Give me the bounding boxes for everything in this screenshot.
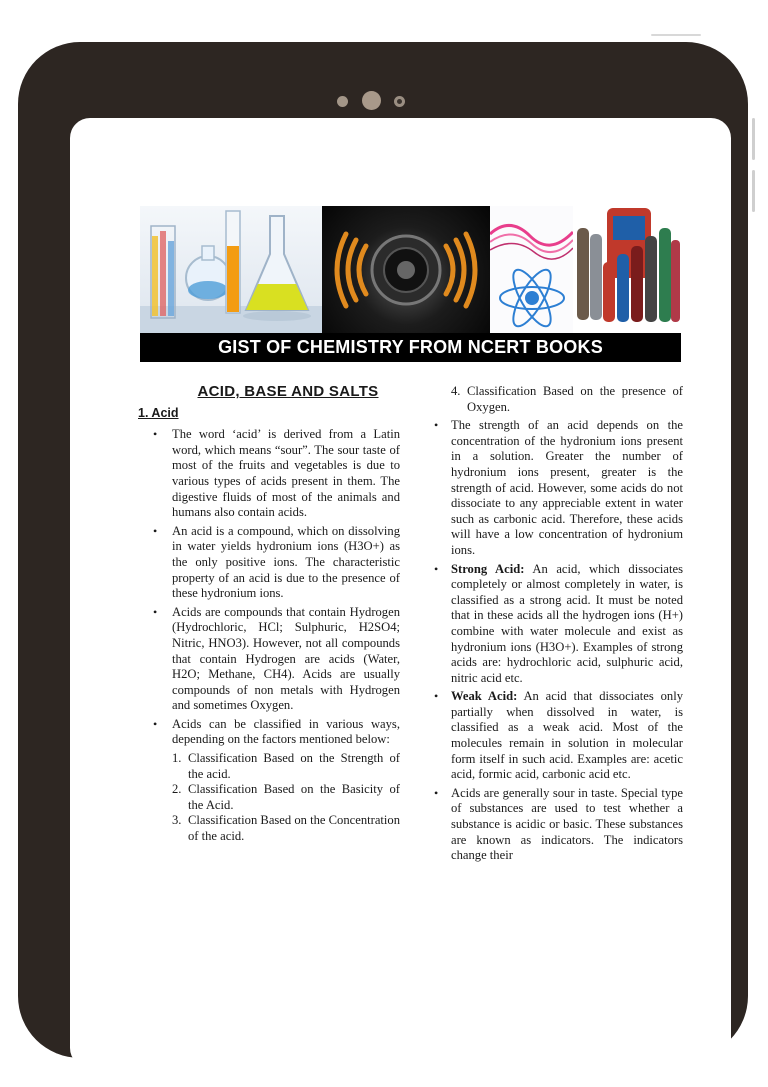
screen[interactable] [70,118,731,1068]
list-number: 2. [172,782,182,797]
banner-photos [140,206,681,333]
paragraph-text: The word ‘acid’ is derived from a Latin word, which means “sour”. The sour taste of most of the fruits and vegetables is due to various types of acids present in them. The digestive fluids of most of the animals and humans also contain acids. [172,427,400,520]
list-number: 1. [172,751,182,766]
section-heading: 1. Acid [138,405,179,420]
list-text: Classification Based on the Strength of the acid. [188,751,400,781]
list-item [433,786,683,864]
bullet-icon: • [434,785,439,800]
camera-lens [362,91,381,110]
top-edge-line [651,34,701,36]
classification-list-continued [433,384,683,415]
list-item [172,751,400,782]
list-number: 3. [172,813,182,828]
list-item [138,605,400,714]
left-column [138,384,400,845]
paragraph-text: An acid is a compound, which on dissolving in water yields hydronium ions (H3O+) as the only positive ions. The characteristic property of an acid is due to the presence of these hydronium ions. [172,523,400,601]
gas-cylinders-photo [573,206,681,333]
bullet-icon: • [153,604,158,619]
term-label: Weak Acid: [451,689,518,704]
list-text: Classification Based on the presence of Oxygen. [467,384,683,414]
bullet-icon: • [434,418,439,433]
speaker-photo [322,206,490,333]
list-text: Classification Based on the Concentration of the acid. [188,813,400,844]
paragraph-text: An acid, which dissociates completely or almost completely in water, is classified as a strong acid. It must be noted that in these acids all the hydrogen ions (H+) combine with water molecule and exist as hydronium ions (H3O+). Examples of strong acids are: hydrochloric acid, sulphuric acid, nitric acid etc. [451,561,683,685]
list-item [451,384,683,415]
list-text: Classification Based on the Basicity of the Acid. [188,782,400,812]
paragraph-text: The strength of an acid depends on the concentration of the hydronium ions present in a solution. Greater the number of hydronium ions present, greater is the strength of acid. However, some acids do not dissociate to any appreciable extent in water such as carbonic acid. Therefore, these acids will have a low concentration of hydronium ions. [451,418,683,557]
classification-list [138,751,400,845]
tablet-frame [18,42,748,1058]
chapter-heading: ACID, BASE AND SALTS [197,383,379,400]
paragraph-text: Acids can be classified in various ways, depending on the factors mentioned below: [172,716,400,747]
paragraph-text: Acids are generally sour in taste. Special type of substances are used to test whether a substance is acidic or basic. These substances are known as indicators. The indicators change their [451,785,683,863]
acid-strength-list [433,418,683,864]
list-item [172,782,400,813]
atom-photo [490,206,573,333]
bullet-icon: • [153,716,158,731]
list-item [433,562,683,687]
list-number: 4. [451,384,461,398]
paragraph-text: An acid that dissociates only partially when dissolved in water, is classified as a weak acid. Most of the molecules remain in solution in molecular form itself in such acid. Examples are: acetic acid, formic acid, carbonic acid etc. [451,689,683,782]
volume-down-button[interactable] [752,170,755,212]
bullet-icon: • [153,523,158,538]
lab-glassware-photo [140,206,322,333]
sensor-dot [337,96,348,107]
chemistry-banner [140,206,681,362]
term-label: Strong Acid: [451,561,525,576]
acid-bullet-list [138,427,400,748]
list-item [433,689,683,783]
paragraph-text: Acids are compounds that contain Hydrogen (Hydrochloric, HCl; Sulphuric, H2SO4; Nitric, HNO3). However, not all compounds that contain Hydrogen are acids (Water, H2O; Methane, CH4). Acids are usually compounds of non metals with Hydrogen and sometimes Oxygen. [172,604,400,713]
list-item [433,418,683,558]
bullet-icon: • [153,427,158,442]
list-item [138,524,400,602]
list-item [172,813,400,844]
right-column [433,384,683,867]
list-item [138,717,400,748]
list-item [138,427,400,521]
bullet-icon: • [434,689,439,704]
banner-title: GIST OF CHEMISTRY FROM NCERT BOOKS [140,333,681,362]
bullet-icon: • [434,561,439,576]
sensor-dot [394,96,405,107]
volume-up-button[interactable] [752,118,755,160]
